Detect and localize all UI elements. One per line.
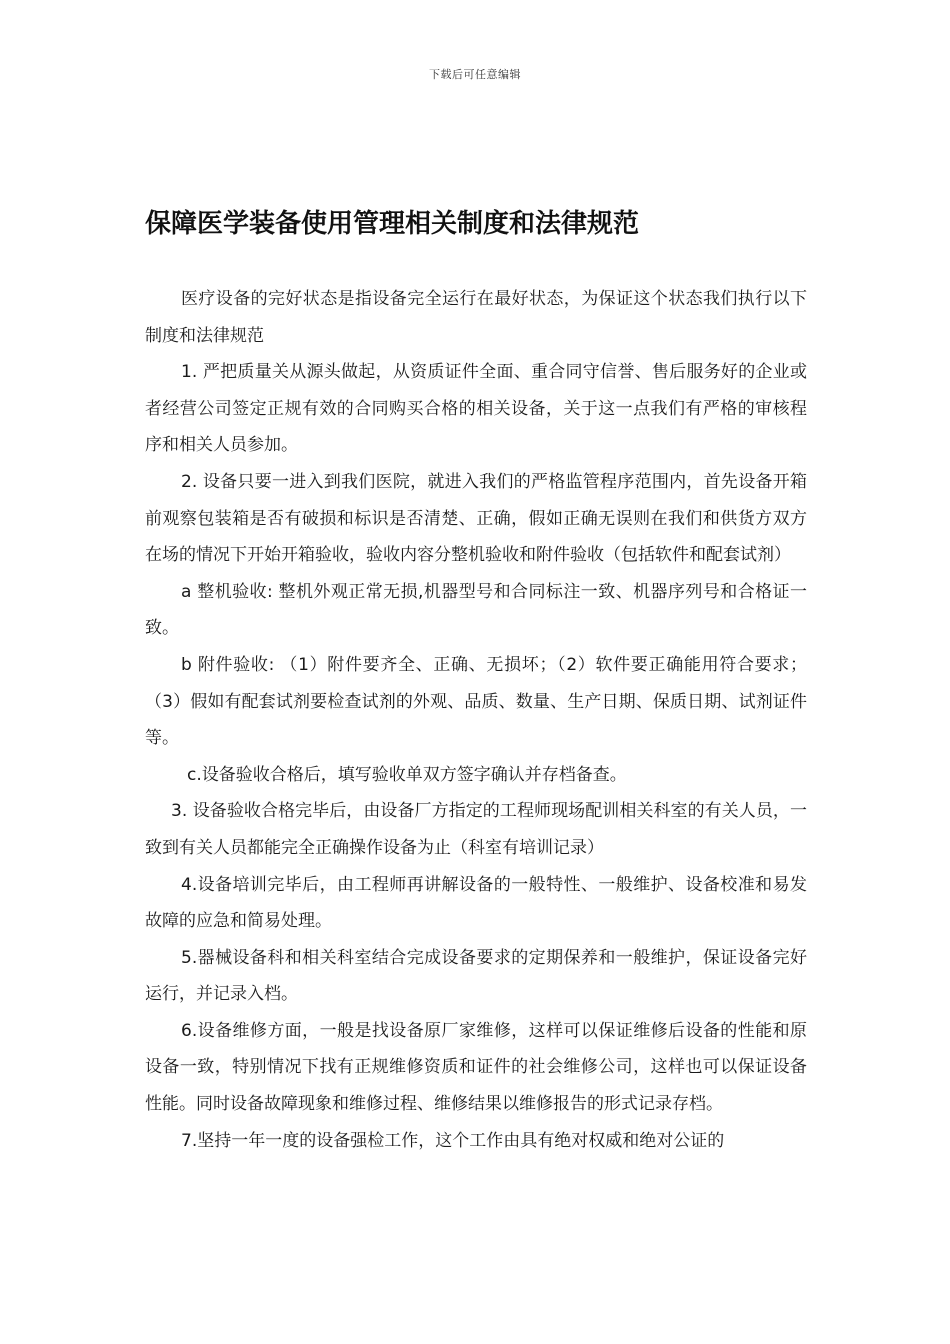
paragraph-item-3: 3. 设备验收合格完毕后，由设备厂方指定的工程师现场配训相关科室的有关人员，一致到有关人员都能完全正确操作设备为止（科室有培训记录）	[145, 801, 807, 858]
paragraph-item-2c: c.设备验收合格后，填写验收单双方签字确认并存档备查。	[187, 764, 627, 785]
paragraph-item-1: 1. 严把质量关从源头做起，从资质证件全面、重合同守信誉、售后服务好的企业或者经营公司签定正规有效的合同购买合格的相关设备，关于这一点我们有严格的审核程序和相关人员参加。	[145, 362, 807, 456]
paragraph-item-7: 7.坚持一年一度的设备强检工作，这个工作由具有绝对权威和绝对公证的	[181, 1130, 725, 1151]
intro-paragraph: 医疗设备的完好状态是指设备完全运行在最好状态，为保证这个状态我们执行以下制度和法律规范	[145, 289, 807, 346]
document-title: 保障医学装备使用管理相关制度和法律规范	[145, 209, 640, 239]
paragraph-item-2: 2. 设备只要一进入到我们医院，就进入我们的严格监管程序范围内，首先设备开箱前观察包装箱是否有破损和标识是否清楚、正确，假如正确无误则在我们和供货方双方在场的情况下开始开箱验收，验收内容分整机验收和附件验收（包括软件和配套试剂）	[145, 471, 807, 566]
paragraph-item-2b: b 附件验收: （1）附件要齐全、正确、无损坏；（2）软件要正确能用符合要求；（3）假如有配套试剂要检查试剂的外观、品质、数量、生产日期、保质日期、试剂证件等。	[145, 654, 807, 749]
paragraph-item-4: 4.设备培训完毕后，由工程师再讲解设备的一般特性、一般维护、设备校准和易发故障的应急和简易处理。	[145, 874, 807, 932]
paragraph-item-5: 5.器械设备科和相关科室结合完成设备要求的定期保养和一般维护，保证设备完好运行，并记录入档。	[145, 947, 807, 1005]
header-note: 下载后可任意编辑	[429, 68, 521, 81]
paragraph-item-2a: a 整机验收: 整机外观正常无损,机器型号和合同标注一致、机器序列号和合格证一致。	[145, 581, 807, 639]
document-body	[145, 281, 807, 1159]
paragraph-item-6: 6.设备维修方面，一般是找设备原厂家维修，这样可以保证维修后设备的性能和原设备一致，特别情况下找有正规维修资质和证件的社会维修公司，这样也可以保证设备性能。同时设备故障现象和维修过程、维修结果以维修报告的形式记录存档。	[145, 1020, 807, 1115]
